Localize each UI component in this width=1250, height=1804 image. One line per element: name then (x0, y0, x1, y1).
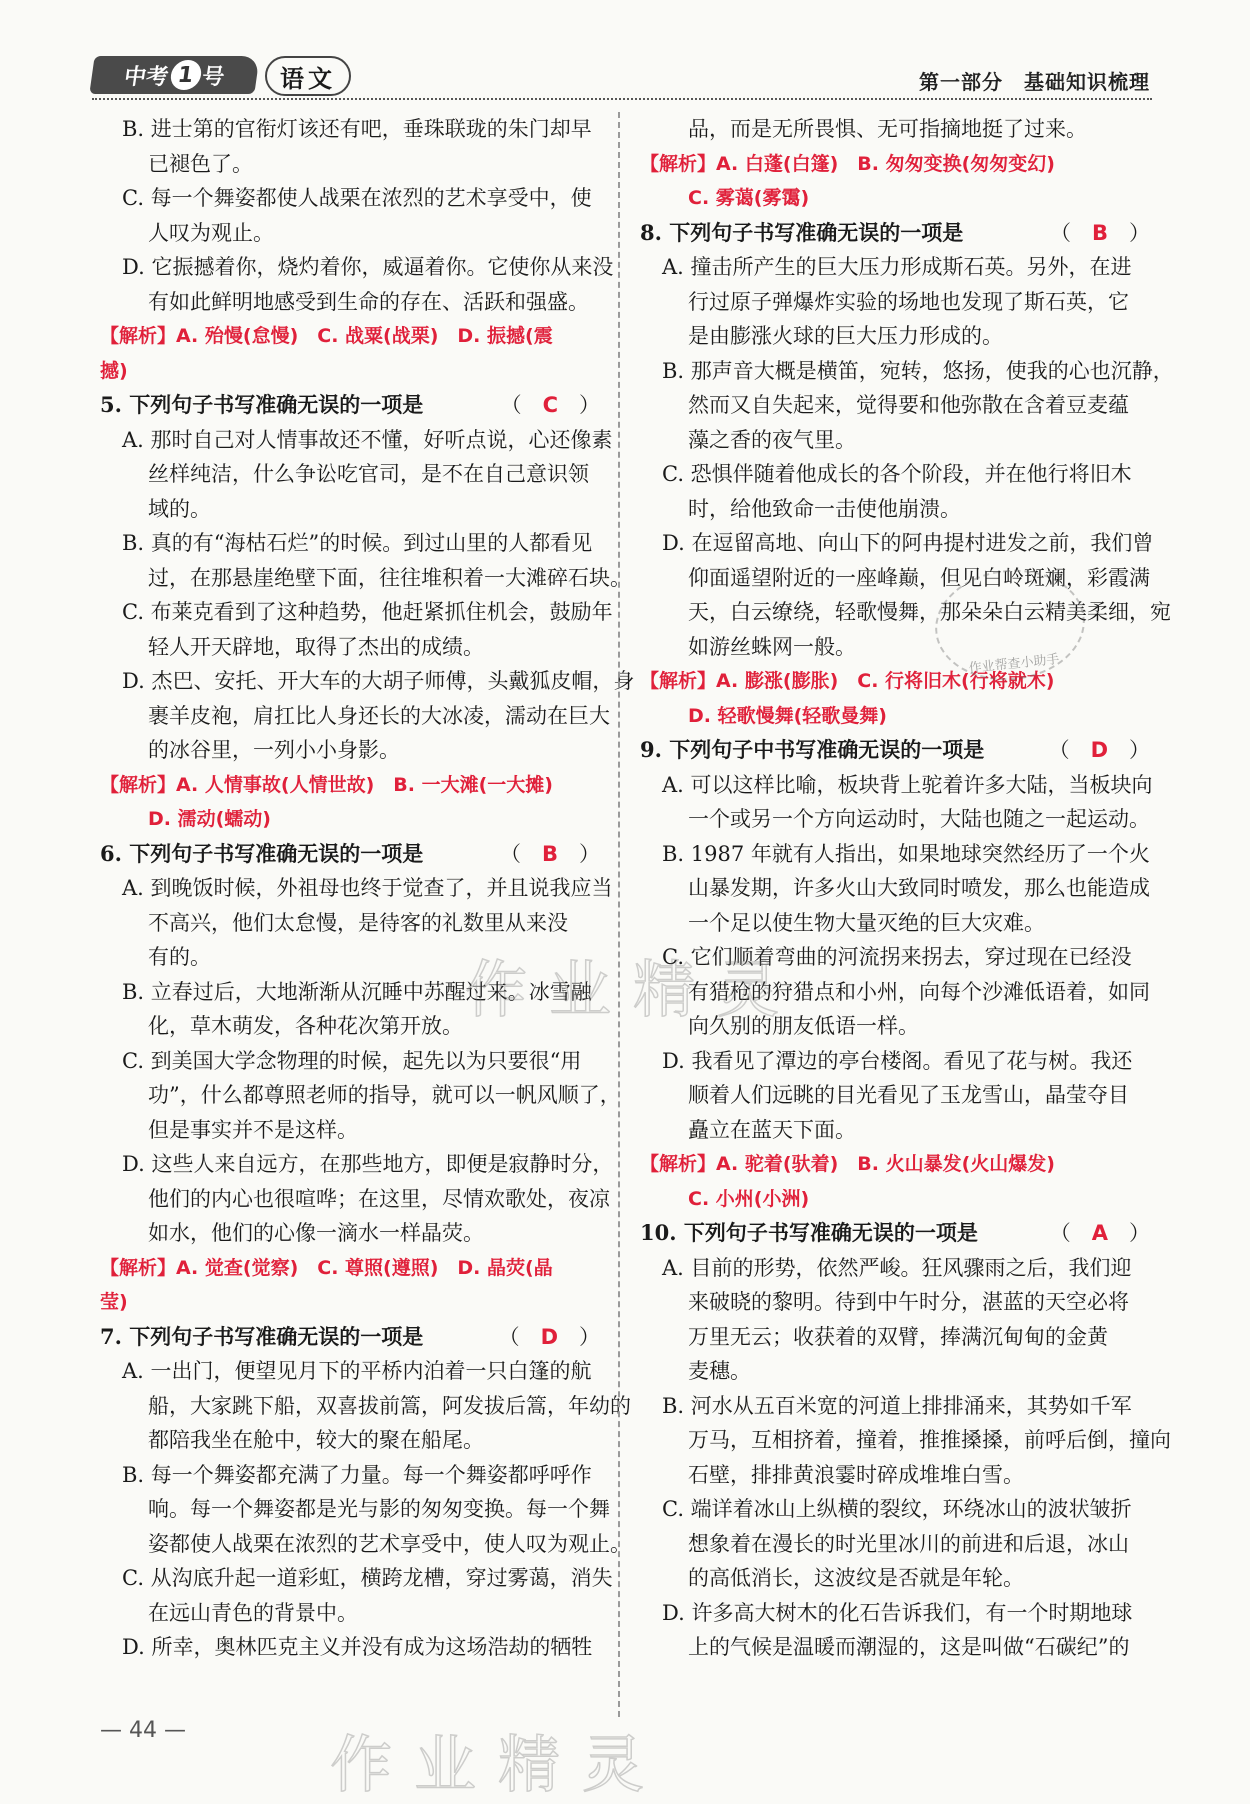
analysis-line: 莹) (100, 1291, 128, 1313)
question-text: 7. 下列句子书写准确无误的一项是 (100, 1323, 424, 1349)
option-line: D. 它振撼着你，烧灼着你，威逼着你。它使你从来没 (122, 255, 614, 279)
watermark-stamp: 作业帮查小助手 (930, 562, 1091, 687)
analysis-line: 【解析】A. 人情事故(人情世故) B. 一大滩(一大摊) (100, 773, 553, 796)
option-continuation: 仰面遥望附近的一座峰巅，但见白岭斑斓，彩霞满 (688, 565, 1150, 590)
option-continuation: 在远山青色的背景中。 (148, 1600, 358, 1625)
analysis-line: 撼) (100, 359, 128, 382)
header-divider (92, 98, 1152, 100)
analysis-line: D. 轻歌慢舞(轻歌曼舞) (688, 704, 887, 727)
option-line: B. 那声音大概是横笛，宛转，悠扬，使我的心也沉静， (662, 358, 1174, 383)
question-stem (640, 216, 1150, 251)
analysis-line: C. 雾蔼(雾霭) (688, 187, 810, 209)
option-continuation: 藻之香的夜气里。 (688, 427, 856, 452)
answer-bracket: （ D ） (498, 1324, 600, 1349)
analysis-line: 【解析】A. 觉查(觉察) C. 尊照(遵照) D. 晶荧(晶 (100, 1256, 553, 1279)
option-continuation: 船，大家跳下船，双喜拔前篙，阿发拔后篙，年幼的 (148, 1393, 631, 1418)
option-continuation: 想象着在漫长的时光里冰川的前进和后退，冰山 (688, 1531, 1129, 1556)
option-line: B. 1987 年就有人指出，如果地球突然经历了一个火 (662, 841, 1150, 866)
question-text: 5. 下列句子书写准确无误的一项是 (100, 392, 424, 417)
question-text: 9. 下列句子中书写准确无误的一项是 (640, 737, 985, 762)
option-continuation: 已褪色了。 (148, 151, 253, 176)
option-continuation: 万马，互相挤着，撞着，推推搡搡，前呼后倒，撞向 (688, 1428, 1171, 1452)
answer-letter: B (1091, 220, 1108, 245)
analysis-line: D. 濡动(蠕动) (148, 808, 271, 830)
option-line: C. 从沟底升起一道彩虹，横跨龙槽，穿过雾蔼，消失 (122, 1566, 613, 1590)
option-continuation: 有猎枪的狩猎点和小州，向每个沙滩低语着，如同 (688, 979, 1150, 1004)
answer-letter: D (540, 1324, 558, 1349)
question-stem (640, 1216, 1150, 1251)
question-stem (100, 1320, 600, 1355)
option-line: D. 我看见了潭边的亭台楼阁。看见了花与树。我还 (662, 1048, 1133, 1073)
option-continuation: 矗立在蓝天下面。 (688, 1117, 856, 1142)
option-line: B. 河水从五百米宽的河道上排排涌来，其势如千军 (662, 1393, 1132, 1418)
answer-bracket: （ A ） (1049, 1221, 1150, 1245)
question-text: 6. 下列句子书写准确无误的一项是 (100, 840, 424, 866)
option-continuation: 他们的内心也很喧哗；在这里，尽情欢歌处，夜凉 (148, 1186, 610, 1211)
question-stem (100, 388, 600, 423)
option-continuation: 来破晓的黎明。待到中午时分，湛蓝的天空必将 (688, 1290, 1129, 1314)
option-continuation: 轻人开天辟地，取得了杰出的成绩。 (148, 634, 484, 659)
option-continuation: 是由膨涨火球的巨大压力形成的。 (688, 324, 1003, 348)
analysis-line: 【解析】A. 膨涨(膨胀) C. 行将旧木(行将就木) (640, 670, 1055, 692)
option-continuation: 域的。 (148, 496, 211, 521)
option-continuation: 过，在那悬崖绝壁下面，往往堆积着一大滩碎石块。 (148, 565, 631, 590)
brand-logo (89, 56, 259, 94)
option-line: D. 所幸，奥林匹克主义并没有成为这场浩劫的牺牲 (122, 1635, 593, 1659)
section-title: 第一部分 基础知识梳理 (919, 70, 1150, 94)
analysis-line: 【解析】A. 殆慢(怠慢) C. 战粟(战栗) D. 振撼(震 (100, 325, 553, 347)
option-line: C. 布莱克看到了这种趋势，他赶紧抓住机会，鼓励年 (122, 600, 613, 624)
option-continuation: 有如此鲜明地感受到生命的存在、活跃和强盛。 (148, 289, 589, 314)
option-line: C. 它们顺着弯曲的河流拐来拐去，穿过现在已经没 (662, 945, 1132, 969)
option-line: B. 进士第的官衔灯该还有吧，垂珠联珑的朱门却早 (122, 117, 592, 141)
option-continuation: 响。每一个舞姿都是光与影的匆匆变换。每一个舞 (148, 1497, 610, 1521)
option-continuation: 行过原子弹爆炸实验的场地也发现了斯石英，它 (688, 289, 1129, 314)
option-line: A. 一出门，便望见月下的平桥内泊着一只白篷的航 (122, 1359, 592, 1383)
option-line: A. 撞击所产生的巨大压力形成斯石英。另外，在进 (662, 255, 1132, 279)
option-continuation: 一个足以使生物大量灭绝的巨大灾难。 (688, 910, 1045, 935)
question-stem (640, 733, 1150, 768)
answer-bracket: （ D ） (1048, 738, 1150, 762)
analysis-line: 【解析】A. 白蓬(白篷) B. 匆匆变换(匆匆变幻) (640, 152, 1055, 175)
option-continuation: 丝样纯洁，什么争讼吃官司，是不在自己意识领 (148, 462, 589, 486)
option-line: C. 端详着冰山上纵横的裂纹，环绕冰山的波状皱折 (662, 1497, 1132, 1521)
answer-letter: D (1090, 738, 1108, 762)
option-continuation: 但是事实并不是这样。 (148, 1117, 358, 1142)
option-continuation: 时，给他致命一击使他崩溃。 (688, 496, 961, 521)
option-line: D. 许多高大树木的化石告诉我们，有一个时期地球 (662, 1600, 1133, 1625)
answer-letter: A (1091, 1221, 1108, 1245)
page-number: — 44 — (100, 1718, 186, 1743)
analysis-line: 【解析】A. 驼着(驮着) B. 火山暴发(火山爆发) (640, 1153, 1055, 1175)
option-line: D. 在逗留高地、向山下的阿冉提村进发之前，我们曾 (662, 531, 1154, 555)
option-continuation: 有的。 (148, 945, 211, 969)
option-continuation: 的冰谷里，一列小小身影。 (148, 738, 400, 762)
option-line: A. 目前的形势，依然严峻。狂风骤雨之后，我们迎 (662, 1255, 1132, 1280)
answer-bracket: （ B ） (499, 841, 600, 866)
option-line: C. 每一个舞姿都使人战栗在浓烈的艺术享受中，使 (122, 186, 592, 210)
option-continuation: 天，白云缭绕，轻歌慢舞，那朵朵白云精美柔细，宛 (688, 600, 1171, 624)
option-line: D. 杰巴、安托、开大车的大胡子师傅，头戴狐皮帽，身 (122, 669, 635, 693)
page-header (0, 0, 1250, 105)
option-continuation: 的高低消长，这波纹是否就是年轮。 (688, 1566, 1024, 1590)
option-continuation: 如水，他们的心像一滴水一样晶荧。 (148, 1221, 484, 1245)
answer-bracket: （ B ） (1049, 220, 1150, 245)
option-line: B. 真的有“海枯石烂”的时候。到过山里的人都看见 (122, 531, 593, 555)
option-continuation: 化，草木萌发，各种花次第开放。 (148, 1014, 463, 1038)
option-continuation: 品，而是无所畏惧、无可指摘地挺了过来。 (688, 117, 1087, 141)
option-line: B. 每一个舞姿都充满了力量。每一个舞姿都呼呼作 (122, 1462, 592, 1487)
answer-bracket: （ C ） (500, 393, 600, 417)
option-continuation: 如游丝蛛网一般。 (688, 634, 856, 659)
option-continuation: 麦穗。 (688, 1359, 751, 1383)
option-continuation: 上的气候是温暖而潮湿的，这是叫做“石碳纪”的 (688, 1635, 1130, 1659)
option-continuation: 石壁，排排黄浪霎时碎成堆堆白雪。 (688, 1462, 1024, 1487)
option-line: B. 立春过后，大地渐渐从沉睡中苏醒过来。冰雪融 (122, 979, 592, 1004)
option-continuation: 裹羊皮袍，肩扛比人身还长的大冰凌，濡动在巨大 (148, 703, 610, 728)
option-continuation: 功”，什么都尊照老师的指导，就可以一帆风顺了， (148, 1083, 621, 1107)
option-continuation: 山暴发期，许多火山大致同时喷发，那么也能造成 (688, 876, 1150, 900)
right-column (640, 112, 1174, 1665)
option-line: A. 到晚饭时候，外祖母也终于觉查了，并且说我应当 (122, 876, 613, 900)
watermark-mid: 作业精灵 (465, 953, 802, 1026)
option-line: D. 这些人来自远方，在那些地方，即便是寂静时分， (122, 1152, 614, 1176)
option-continuation: 万里无云；收获着的双臂，捧满沉甸甸的金黄 (688, 1324, 1108, 1349)
option-line: C. 到美国大学念物理的时候，起先以为只要很“用 (122, 1048, 582, 1073)
analysis-line: C. 小州(小洲) (688, 1187, 810, 1210)
column-divider (618, 112, 620, 1717)
logo-prefix: 中考 (122, 64, 170, 90)
logo-suffix: 号 (200, 64, 226, 90)
option-continuation: 一个或另一个方向运动时，大陆也随之一起运动。 (688, 807, 1150, 831)
answer-letter: C (542, 393, 558, 417)
option-line: A. 那时自己对人情事故还不懂，好听点说，心还像素 (122, 427, 613, 452)
option-continuation: 人叹为观止。 (148, 220, 274, 245)
option-continuation: 顺着人们远眺的目光看见了玉龙雪山，晶莹夺目 (688, 1083, 1129, 1107)
option-continuation: 都陪我坐在舱中，较大的聚在船尾。 (148, 1428, 484, 1452)
option-continuation: 然而又自失起来，觉得要和他弥散在含着豆麦蕴 (688, 393, 1129, 417)
option-continuation: 不高兴，他们太怠慢，是待客的礼数里从来没 (148, 910, 568, 935)
subject-badge: 语文 (265, 56, 351, 96)
question-stem (100, 837, 600, 872)
question-text: 8. 下列句子书写准确无误的一项是 (640, 219, 964, 245)
option-line: A. 可以这样比喻，板块背上驼着许多大陆，当板块向 (662, 772, 1153, 797)
watermark-bottom: 作业精灵 (330, 1728, 667, 1801)
logo-number: 1 (168, 60, 202, 90)
question-text: 10. 下列句子书写准确无误的一项是 (640, 1220, 978, 1245)
option-continuation: 向久别的朋友低语一样。 (688, 1014, 919, 1038)
answer-letter: B (541, 841, 558, 866)
option-line: C. 恐惧伴随着他成长的各个阶段，并在他行将旧木 (662, 462, 1132, 486)
option-continuation: 姿都使人战栗在浓烈的艺术享受中，使人叹为观止。 (148, 1531, 631, 1556)
